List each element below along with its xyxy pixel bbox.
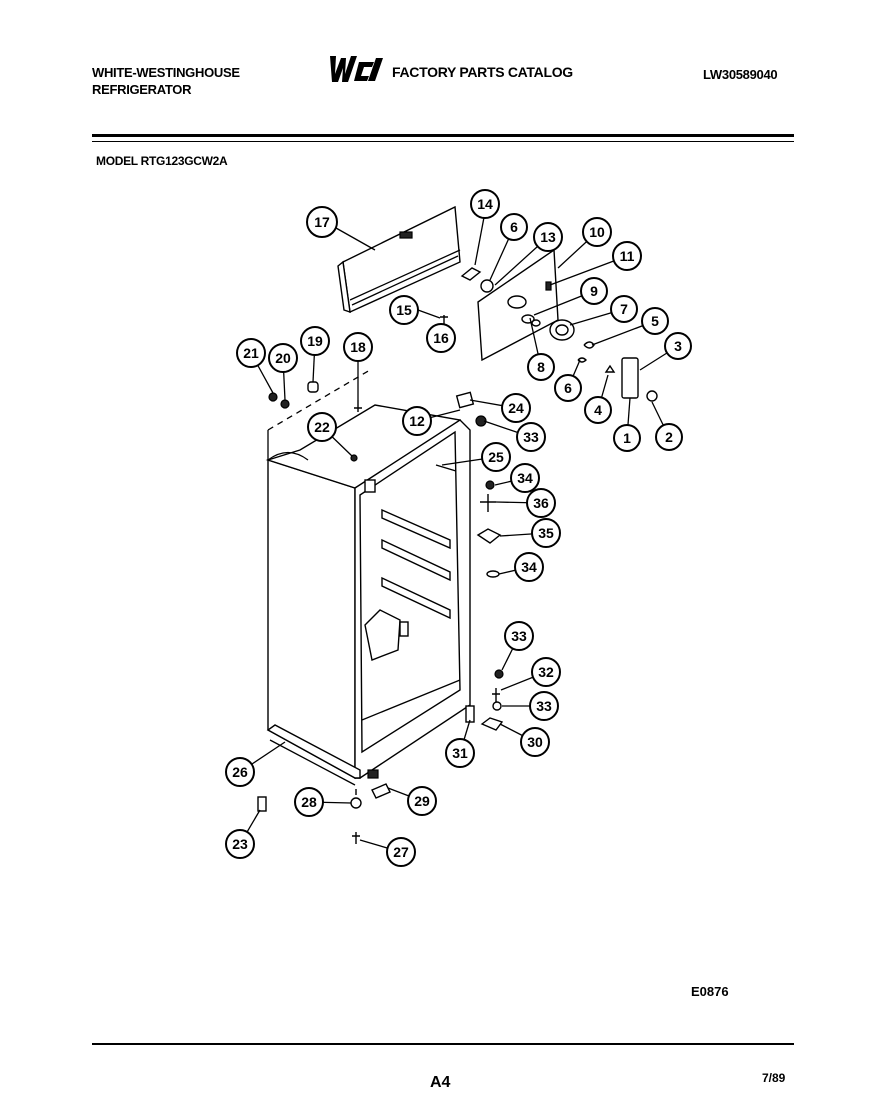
callout-4 bbox=[585, 397, 611, 423]
drawing-code: E0876 bbox=[691, 984, 729, 999]
callout-30 bbox=[521, 728, 549, 756]
svg-text:26: 26 bbox=[232, 764, 248, 780]
callout-12 bbox=[403, 407, 431, 435]
svg-text:34: 34 bbox=[521, 559, 537, 575]
callout-26 bbox=[226, 758, 254, 786]
callout-33-mid bbox=[505, 622, 533, 650]
brand-line-2: REFRIGERATOR bbox=[92, 82, 192, 97]
callout-11 bbox=[613, 242, 641, 270]
leveling-leg-parts bbox=[258, 770, 390, 844]
callout-5 bbox=[642, 308, 668, 334]
callout-28 bbox=[295, 788, 323, 816]
date-label: 7/89 bbox=[762, 1071, 786, 1085]
svg-text:2: 2 bbox=[665, 429, 673, 445]
svg-text:32: 32 bbox=[538, 664, 554, 680]
callout-7 bbox=[611, 296, 637, 322]
callout-6-top bbox=[501, 214, 527, 240]
callout-15 bbox=[390, 296, 418, 324]
svg-text:19: 19 bbox=[307, 333, 323, 349]
control-panel-part bbox=[478, 250, 558, 360]
svg-text:18: 18 bbox=[350, 339, 366, 355]
callout-34-top bbox=[511, 464, 539, 492]
model-label: MODEL RTG123GCW2A bbox=[96, 154, 228, 168]
svg-text:30: 30 bbox=[527, 734, 543, 750]
svg-text:16: 16 bbox=[433, 330, 449, 346]
callout-18 bbox=[344, 333, 372, 361]
svg-text:31: 31 bbox=[452, 745, 468, 761]
callout-33-low bbox=[530, 692, 558, 720]
svg-text:35: 35 bbox=[538, 525, 554, 541]
callout-9 bbox=[581, 278, 607, 304]
callout-16 bbox=[427, 324, 455, 352]
brand-line-1: WHITE-WESTINGHOUSE bbox=[92, 65, 240, 80]
svg-text:21: 21 bbox=[243, 345, 259, 361]
svg-text:17: 17 bbox=[314, 214, 330, 230]
svg-text:12: 12 bbox=[409, 413, 425, 429]
callout-19 bbox=[301, 327, 329, 355]
page-label: A4 bbox=[430, 1074, 451, 1091]
svg-text:33: 33 bbox=[536, 698, 552, 714]
callout-1 bbox=[614, 425, 640, 451]
callout-14 bbox=[471, 190, 499, 218]
svg-text:34: 34 bbox=[517, 470, 533, 486]
callout-13 bbox=[534, 223, 562, 251]
svg-text:6: 6 bbox=[564, 380, 572, 396]
callout-23 bbox=[226, 830, 254, 858]
callout-24 bbox=[502, 394, 530, 422]
svg-text:25: 25 bbox=[488, 449, 504, 465]
svg-text:11: 11 bbox=[619, 248, 635, 264]
svg-text:22: 22 bbox=[314, 419, 330, 435]
callout-34-bottom bbox=[515, 553, 543, 581]
svg-text:33: 33 bbox=[511, 628, 527, 644]
svg-text:7: 7 bbox=[620, 301, 628, 317]
refrigerator-cabinet bbox=[268, 370, 470, 785]
svg-text:3: 3 bbox=[674, 338, 682, 354]
svg-text:20: 20 bbox=[275, 350, 291, 366]
svg-text:14: 14 bbox=[477, 196, 493, 212]
footer-rule bbox=[92, 1043, 794, 1045]
svg-text:5: 5 bbox=[651, 313, 659, 329]
callout-2 bbox=[656, 424, 682, 450]
callout-10 bbox=[583, 218, 611, 246]
callout-36 bbox=[527, 489, 555, 517]
callout-35 bbox=[532, 519, 560, 547]
svg-text:1: 1 bbox=[623, 430, 631, 446]
callout-21 bbox=[237, 339, 265, 367]
svg-text:6: 6 bbox=[510, 219, 518, 235]
svg-text:24: 24 bbox=[508, 400, 524, 416]
svg-text:33: 33 bbox=[523, 429, 539, 445]
svg-text:4: 4 bbox=[594, 402, 602, 418]
svg-text:27: 27 bbox=[393, 844, 409, 860]
svg-text:10: 10 bbox=[589, 224, 605, 240]
callout-33-top bbox=[517, 423, 545, 451]
svg-text:29: 29 bbox=[414, 793, 430, 809]
svg-text:8: 8 bbox=[537, 359, 545, 375]
svg-text:36: 36 bbox=[533, 495, 549, 511]
callout-22 bbox=[308, 413, 336, 441]
callout-32 bbox=[532, 658, 560, 686]
callout-8 bbox=[528, 354, 554, 380]
svg-text:23: 23 bbox=[232, 836, 248, 852]
catalog-number: LW30589040 bbox=[703, 67, 778, 82]
svg-text:13: 13 bbox=[540, 229, 556, 245]
callout-31 bbox=[446, 739, 474, 767]
callout-6 bbox=[555, 375, 581, 401]
svg-text:9: 9 bbox=[590, 283, 598, 299]
callout-3 bbox=[665, 333, 691, 359]
callout-17 bbox=[307, 207, 337, 237]
svg-text:15: 15 bbox=[396, 302, 412, 318]
callout-25 bbox=[482, 443, 510, 471]
callout-29 bbox=[408, 787, 436, 815]
svg-text:28: 28 bbox=[301, 794, 317, 810]
callout-20 bbox=[269, 344, 297, 372]
callout-27 bbox=[387, 838, 415, 866]
catalog-title: FACTORY PARTS CATALOG bbox=[392, 64, 573, 80]
